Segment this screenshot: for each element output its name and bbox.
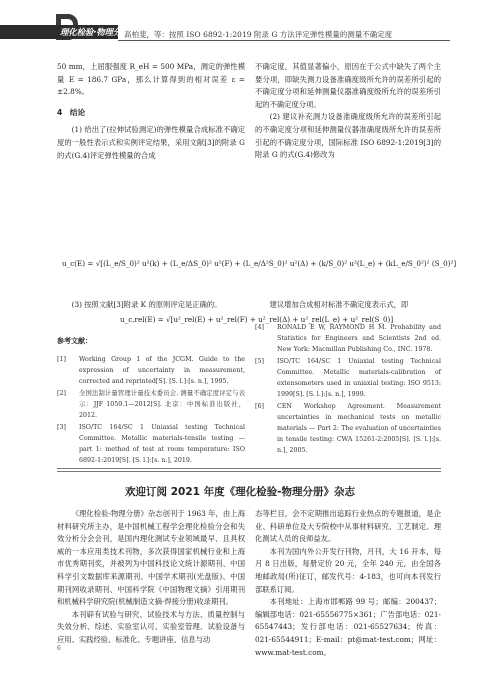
reference-item: [1] Working Group 1 of the JCGM. Guide to the expression of uncertainty in measurement, corrected and reprinted[S]. [S. l.]:[s. n.], 1995. — [57, 356, 245, 385]
right-column — [255, 61, 441, 162]
section-heading-conclusion: 4 结论 — [57, 107, 86, 117]
left-paragraph-2: (1) 给出了(拉伸试验测定)的弹性模量合成标准不确定度的一般性表示式和实例评定结果，采用文献[3]的附录 G 的式(G.4)评定弹性模量的合成 — [57, 125, 245, 160]
page-header — [0, 0, 480, 44]
notice-paragraph: 本刊为国内外公开发行刊物，月刊，大 16 开本，每月 8 日出版，每册定价 20 元，全年 240 元，由全国各地邮政局(所)征订，邮发代号：4-183，也可向本刊发行部联系订阅。 — [255, 546, 441, 594]
section-divider-top — [57, 468, 441, 469]
references-heading: 参考文献： — [57, 337, 92, 345]
notice-left-column — [57, 508, 245, 647]
left-paragraph-1: 50 mm，上屈服强度 R_eH = 500 MPa，测定的弹性模量 E = 186.7 GPa，那么计算得到的相对误差 ε = ±2.8%。 — [57, 62, 245, 97]
journal-logo-text: 理化检验·物理分册 — [60, 28, 130, 38]
reference-item: [3] ISO/TC 164/SC 1 Uniaxial testing Technical Committee. Metallic materials-tensile testing — part 1: method of test at room temperature: ISO 6892-1:2019[S]. [S. l.]:[s. n.], 2019. — [57, 424, 245, 464]
formula-relative-uncertainty: u_c,rel(E) = √[u²_rel(E) + u²_rel(F) + u²_rel(Δ) + u²_rel(L_e) + u²_rel(S_0)] — [120, 315, 394, 324]
notice-right-column — [255, 508, 441, 659]
notice-paragraph: 《理化检验-物理分册》杂志创刊于 1963 年，由上海材料研究所主办，是中国机械工程学会理化检验分会和失效分析分会会刊，是国内理化测试专业领域最早、且具权威的一本应用类技术刊物，多次获得国家机械行业和上海市优秀期刊奖，并被列为中国科技论文统计源期刊、中国科学引文数据库来源期刊、中国学术期刊(光盘版)、中国期刊网收录期刊、中国科学院《中国物理文摘》引用期刊和机械科学研究院(机械制造文摘·焊接分册)收录期刊。 — [57, 509, 245, 607]
left-paragraph-3: (3) 按照文献[3]附录 K 的原则评定是正确的。 — [71, 300, 222, 309]
right-paragraph-2: (2) 建议补充测力设备准确度级所允许的误差所引起的不确定度分项和延伸测量仪器准确度级所允许的误差所引起的不确定度分项，国际标准 ISO 6892-1:2019[3]的附录 G 的式(G.4)修改为 — [255, 112, 441, 160]
reference-item: [4] RONALD E W, RAYMOND H M. Probability and Statistics for Engineers and Scientists 2nd ed. New York: Macmillan Publishing Co., INC. 1978. — [255, 324, 441, 353]
header-rule — [118, 40, 450, 41]
running-head: 高柏斐，等：按照 ISO 6892-1:2019 附录 G 方法评定弹性模量的测量不确定度 — [124, 30, 393, 39]
left-column — [57, 61, 245, 162]
references-left — [57, 354, 245, 467]
notice-contact: 本刊地址：上海市邯郸路 99 号；邮编：200437；编辑部电话：021-65556775×361；广告部电话：021-65547443；发行部电话：021-65527634；传真：021-65544911；E-mail：pt@mat-test.com；网址：www.mat-test.com。 — [255, 597, 441, 657]
notice-paragraph: 态等栏目，会不定期推出追踪行业热点的专题报道，是企业、科研单位及大专院校中从事材料研究、工艺制定、理化测试人员的良师益友。 — [255, 509, 441, 544]
subscription-notice-title: 欢迎订阅 2021 年度《理化检验-物理分册》杂志 — [125, 486, 355, 498]
reference-item: [5] ISO/TC 164/SC 1 Uniaxial testing Technical Committee. Metallic materials-calibration of extensometers used in uniaxial testing: ISO 9513: 1999[S]. [S. l.]:[s. n.], 1999. — [255, 358, 441, 398]
page-number: 6 — [57, 645, 61, 652]
notice-paragraph: 本刊辟有试验与研究、试验技术与方法、质量控制与失效分析、综述、实验室认可、实验室管理、试验设备与应用、实践经验、标准化、专题讲座、信息与动 — [57, 609, 245, 644]
reference-item: [2] 全国法制计量管理计量技术委员会. 测量不确定度评定与表示：JJF 1059.1—2012[S]. 北京：中国标准出版社，2012. — [57, 390, 245, 419]
reference-item: [6] CEN Workshop Agreement. Measurement uncertainties in mechanical tests on metallic materials — Part 2: The evaluation of uncertainties in tensile testing: CWA 15261-2:2005[S]. [S. l.]:[s. n.], 2005. — [255, 403, 441, 454]
section-divider-bottom — [57, 471, 441, 472]
references-right — [255, 322, 441, 457]
right-paragraph-3: 建议增加合成相对标准不确定度表示式，即 — [269, 300, 409, 309]
right-paragraph-1: 不确定度，其值显著偏小，原因在于公式中缺失了两个主要分项，即缺失测力设备准确度级所允许的误差所引起的不确定度分项和延伸测量仪器准确度级所允许的误差所引起的不确定度分项。 — [255, 62, 441, 109]
formula-g4-modified: u_c(E) = √[(L_e/S_0)² u²(k) + (L_e/ΔS_0)² u²(F) + (L_e/Δ²S_0)² u²(Δ) + (k/S_0)² u²(L_e) + (kL_e/S_0²)² (S_0)²] — [62, 259, 457, 268]
